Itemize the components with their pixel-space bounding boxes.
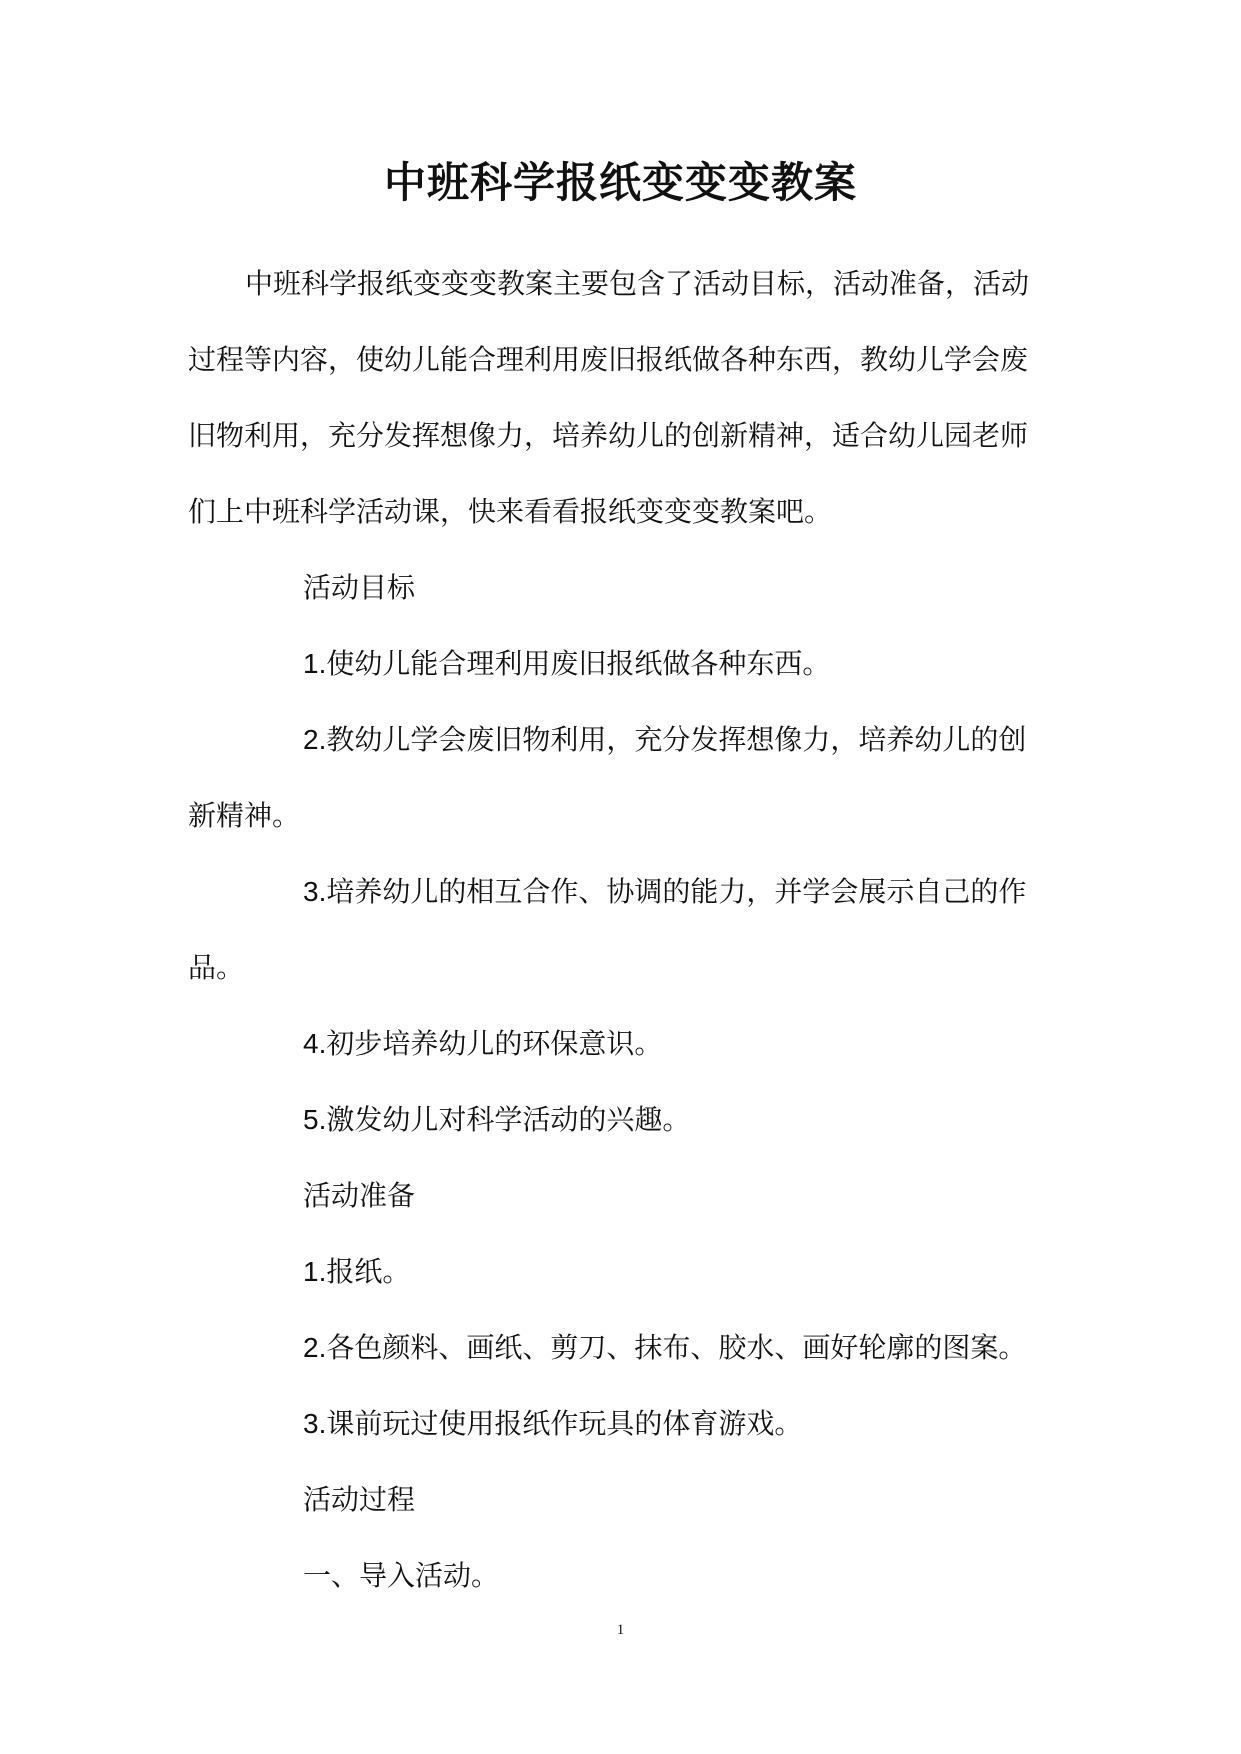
document-title: 中班科学报纸变变变教案 bbox=[383, 158, 857, 207]
page-number: 1 bbox=[616, 1622, 625, 1638]
goal-item bbox=[303, 646, 830, 682]
goal-item-continuation: 新精神。 bbox=[188, 799, 301, 832]
intro-line: 旧物利用，充分发挥想像力，培养幼儿的创新精神，适合幼儿园老师 bbox=[188, 419, 1029, 452]
goal-item bbox=[303, 874, 1026, 910]
intro-line: 们上中班科学活动课，快来看看报纸变变变教案吧。 bbox=[188, 495, 833, 528]
intro-line: 中班科学报纸变变变教案主要包含了活动目标，活动准备，活动 bbox=[245, 267, 1030, 300]
goal-number: 5. bbox=[303, 1104, 327, 1135]
goal-item bbox=[303, 722, 1026, 758]
preparation-text: 各色颜料、画纸、剪刀、抹布、胶水、画好轮廓的图案。 bbox=[326, 1331, 1027, 1364]
goal-number: 1. bbox=[303, 648, 327, 679]
goal-text: 初步培养幼儿的环保意识。 bbox=[326, 1027, 663, 1060]
preparation-number: 3. bbox=[303, 1408, 327, 1439]
preparation-heading: 活动准备 bbox=[303, 1179, 416, 1212]
preparation-text: 报纸。 bbox=[326, 1255, 411, 1288]
preparation-item bbox=[303, 1330, 1026, 1366]
goal-number: 2. bbox=[303, 724, 327, 755]
preparation-text: 课前玩过使用报纸作玩具的体育游戏。 bbox=[326, 1407, 803, 1440]
goal-text: 激发幼儿对科学活动的兴趣。 bbox=[326, 1103, 691, 1136]
goal-number: 4. bbox=[303, 1028, 327, 1059]
preparation-item bbox=[303, 1254, 410, 1290]
goal-text: 教幼儿学会废旧物利用，充分发挥想像力，培养幼儿的创 bbox=[326, 723, 1027, 756]
goals-heading: 活动目标 bbox=[303, 571, 416, 604]
goal-text: 使幼儿能合理利用废旧报纸做各种东西。 bbox=[326, 647, 831, 680]
goal-item bbox=[303, 1026, 662, 1062]
goal-text: 培养幼儿的相互合作、协调的能力，并学会展示自己的作 bbox=[326, 875, 1027, 908]
goal-number: 3. bbox=[303, 876, 327, 907]
intro-line: 过程等内容，使幼儿能合理利用废旧报纸做各种东西，教幼儿学会废 bbox=[188, 343, 1029, 376]
preparation-number: 1. bbox=[303, 1256, 327, 1287]
preparation-number: 2. bbox=[303, 1332, 327, 1363]
preparation-item bbox=[303, 1406, 802, 1442]
process-step: 一、导入活动。 bbox=[303, 1559, 500, 1592]
goal-item bbox=[303, 1102, 690, 1138]
goal-item-continuation: 品。 bbox=[188, 951, 245, 984]
process-heading: 活动过程 bbox=[303, 1483, 416, 1516]
